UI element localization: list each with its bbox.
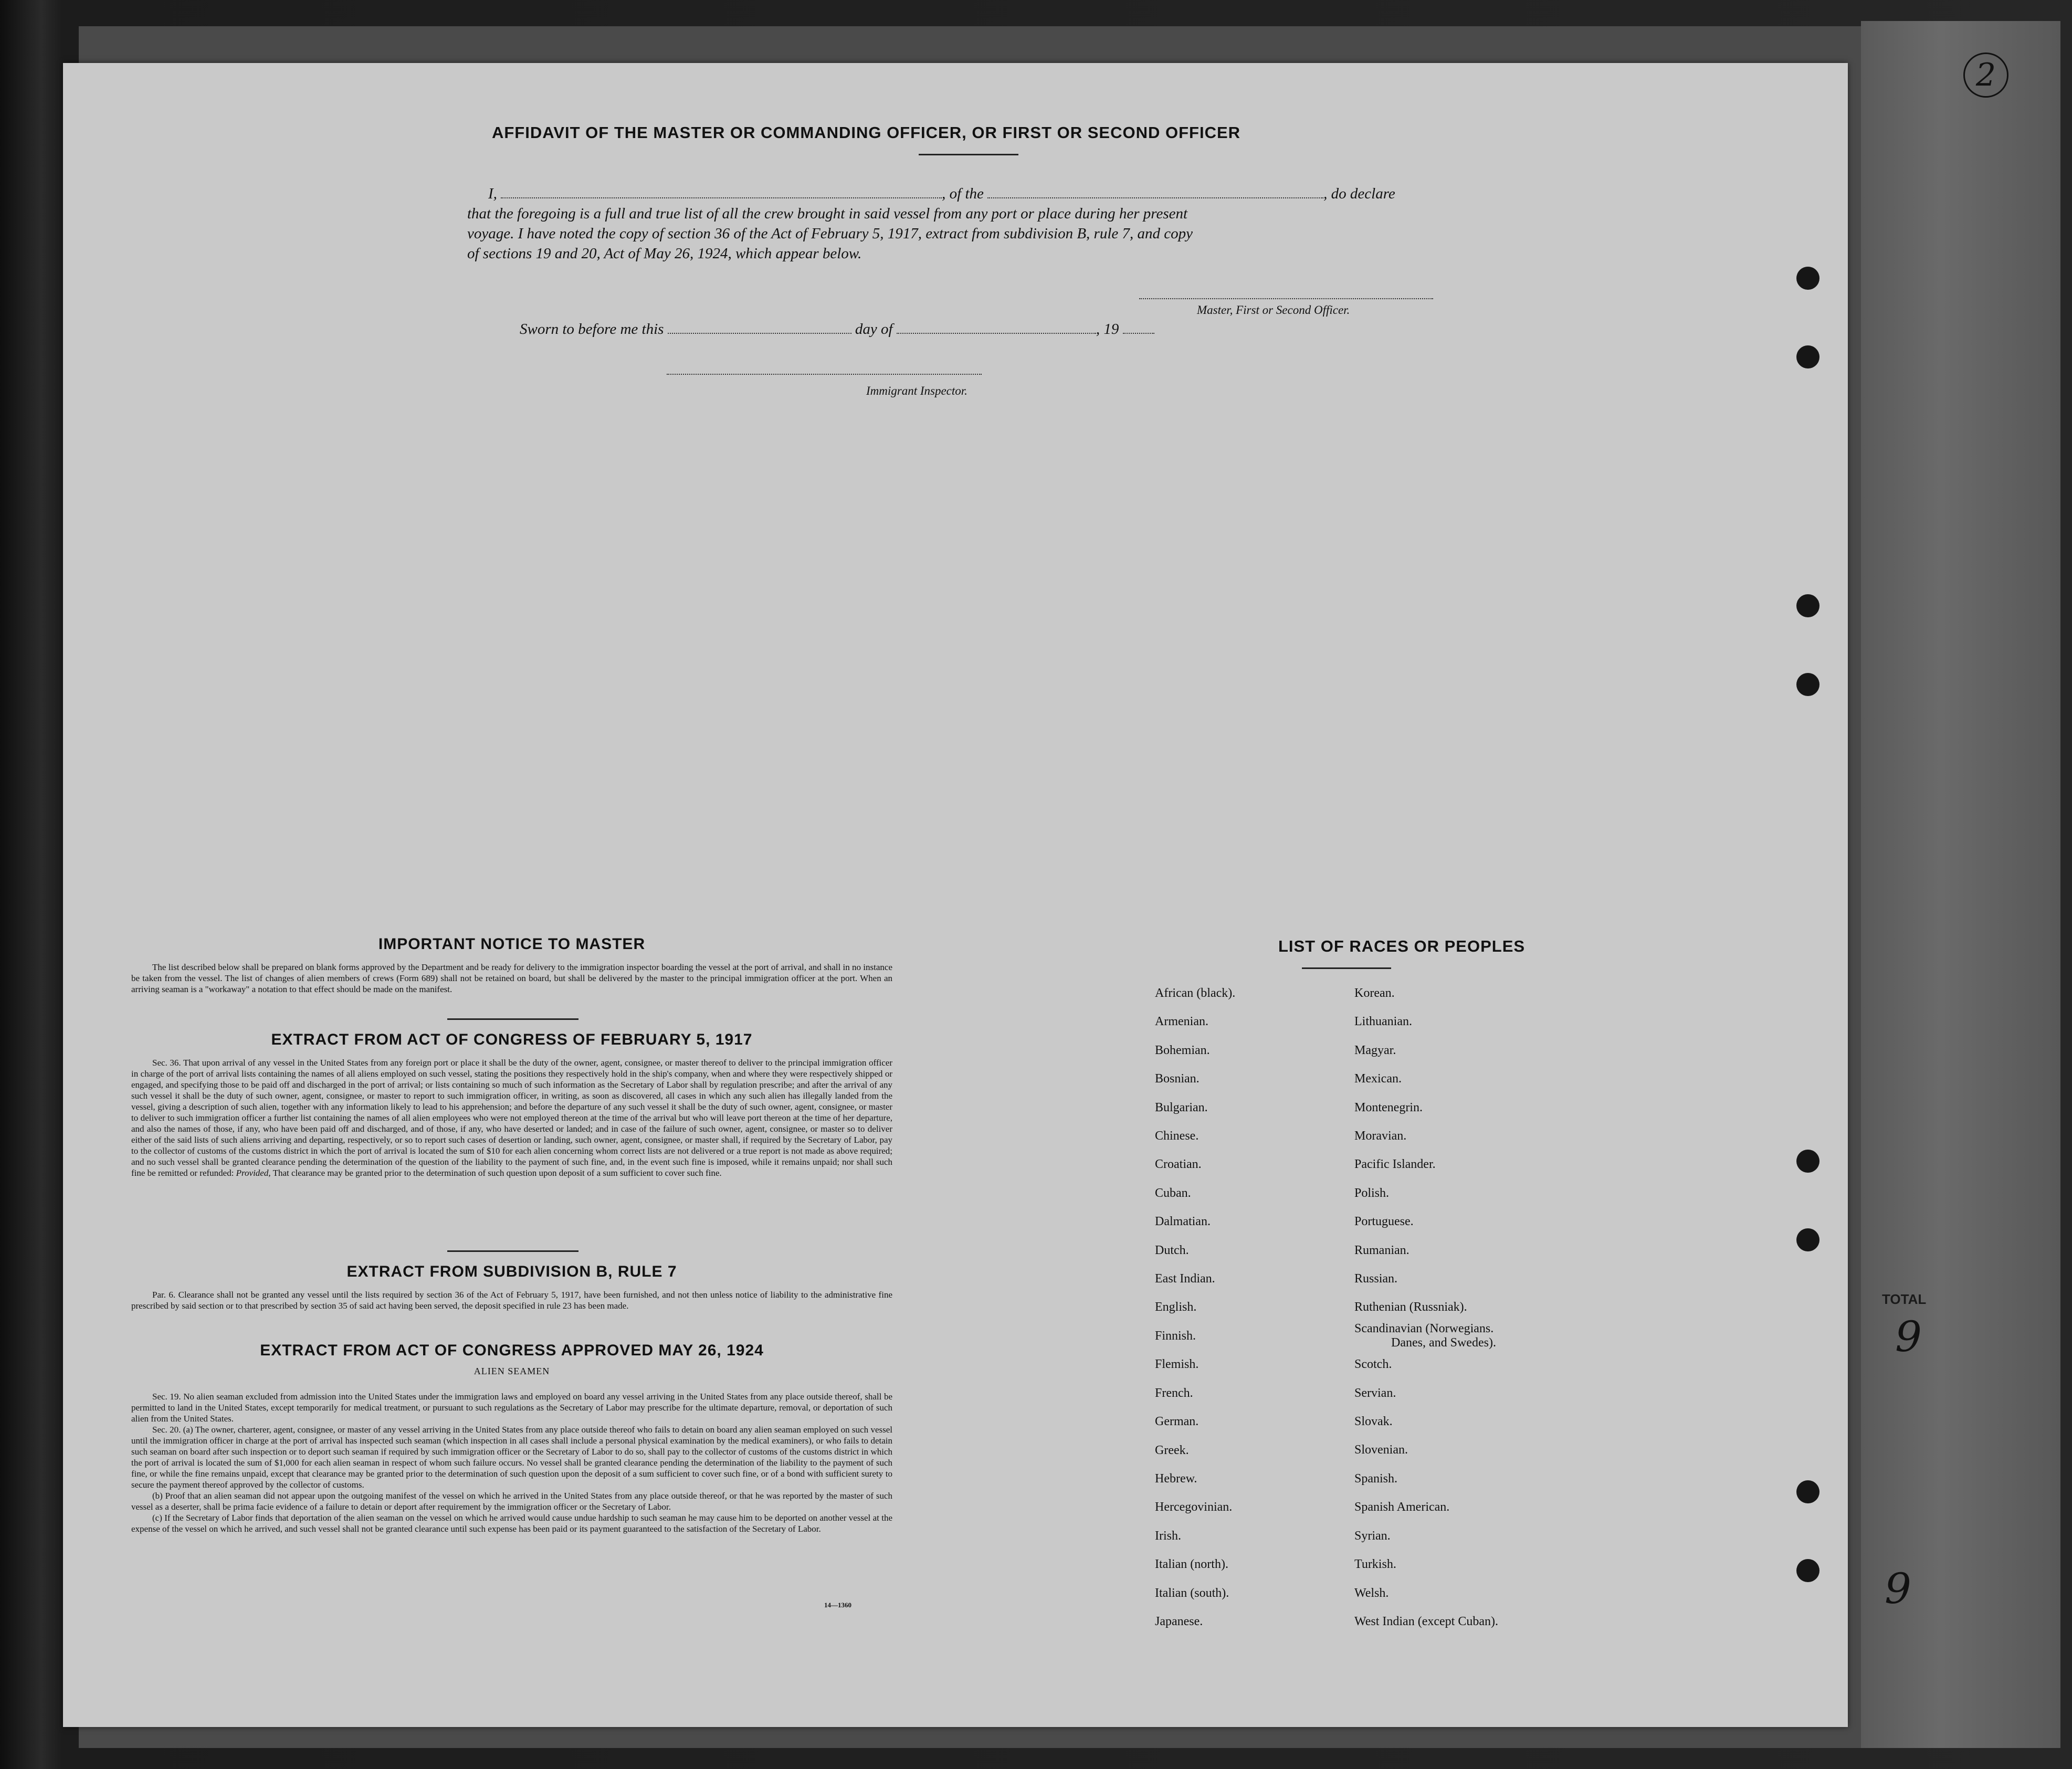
extract-1924-subtitle: ALIEN SEAMEN [474, 1366, 550, 1376]
race-item: Hercegovinian. [1155, 1500, 1233, 1514]
extract-1917-text-end: That clearance may be granted prior to the determination of such question upon deposit of a sum sufficient to cover such fine. [272, 1168, 722, 1178]
affidavit-title-rule [919, 154, 1018, 155]
affidavit-line1-end: , do declare [1323, 185, 1395, 202]
affidavit-line-1 [467, 184, 1522, 204]
form-number: 14—1360 [824, 1601, 851, 1609]
race-item: Bulgarian. [1155, 1100, 1208, 1114]
race-item: Japanese. [1155, 1614, 1203, 1628]
total-value: 9 [1895, 1312, 1922, 1361]
punch-hole [1796, 1228, 1819, 1251]
affidavit-line-2: that the foregoing is a full and true list of all the crew brought in said vessel from any port or place during her present [467, 205, 1188, 222]
punch-hole [1796, 673, 1819, 696]
inspector-label: Immigrant Inspector. [866, 384, 967, 397]
name-field[interactable] [501, 185, 942, 198]
sec-20a: Sec. 20. (a) The owner, charterer, agent, consignee, or master of any vessel arriving in the United States from any place outside thereof who fails to detain on board any alien seaman employed on such vessel until the immigration officer in charge at the port of arrival has inspected such seaman (which inspection in all cases shall include a personal physical examination by the medical examiners), or who fails to detain such seaman on board after such inspection or to deport such seaman if required by such immigration officer or the Secretary of Labor to do so, shall pay to the collector of customs of the customs district in which the port of arrival is located the sum of $1,000 for each alien seaman in respect of whom such failure occurs. No vessel shall be granted clearance pending the determination of the liability to the payment of such fine, or while the fine remains unpaid, except that clearance may be granted prior to the determination of such question upon the deposit of a sum sufficient to cover such fine, or of a bond with sufficient surety to secure the payment thereof approved by the collector of customs. [131, 1425, 892, 1490]
sworn-start: Sworn to before me this [520, 321, 664, 338]
race-item: Spanish. [1354, 1471, 1398, 1486]
notice-title: IMPORTANT NOTICE TO MASTER [378, 935, 646, 953]
extract-1924-body [131, 1391, 892, 1534]
affidavit-line1-mid: , of the [942, 185, 984, 202]
master-signature-line[interactable] [1139, 298, 1433, 299]
punch-hole [1796, 1150, 1819, 1173]
punch-hole [1796, 1559, 1819, 1582]
races-column-2 [1354, 979, 1627, 1636]
race-item: Montenegrin. [1354, 1100, 1423, 1114]
race-item: Magyar. [1354, 1043, 1396, 1057]
race-item: Servian. [1354, 1386, 1396, 1400]
punch-hole [1796, 1480, 1819, 1503]
extract-1924-title: EXTRACT FROM ACT OF CONGRESS APPROVED MAY 26, 1924 [260, 1342, 764, 1359]
race-item: Irish. [1155, 1529, 1181, 1543]
notice-rule [447, 1018, 579, 1020]
race-item: Moravian. [1354, 1129, 1407, 1143]
race-item: Mexican. [1354, 1072, 1402, 1086]
extract-1917-rule [447, 1250, 579, 1252]
bottom-total-value: 9 [1885, 1564, 1911, 1613]
race-item: Dalmatian. [1155, 1215, 1211, 1229]
punch-hole [1796, 594, 1819, 617]
race-item: Italian (south). [1155, 1586, 1229, 1600]
sec-19: Sec. 19. No alien seaman excluded from admission into the United States under the immigration laws and employed on board any vessel arriving in the United States from any place outside thereof, shall be permitted to land in the United States, except temporarily for medical treatment, or pursuant to such regulations as the Secretary of Labor may prescribe for the ultimate departure, removal, or deportation of such alien from the United States. [131, 1392, 892, 1424]
sworn-line [520, 320, 1154, 338]
extract-1917-title: EXTRACT FROM ACT OF CONGRESS OF FEBRUARY 5, 1917 [271, 1031, 753, 1048]
race-item: African (black). [1155, 986, 1236, 1000]
affidavit-title: AFFIDAVIT OF THE MASTER OR COMMANDING OFFICER, OR FIRST OR SECOND OFFICER [491, 123, 1241, 142]
punch-hole [1796, 267, 1819, 290]
notice-body: The list described below shall be prepared on blank forms approved by the Department and be ready for delivery to the immigration inspector boarding the vessel at the port of arrival, and shall in no instance be taken from the vessel. The list of changes of alien members of crews (Form 689) shall not be retained on board, but shall be delivered by the master to the principal immigration officer at the port. When an arriving seaman is a "workaway" a notation to that effect should be made on the manifest. [131, 962, 892, 994]
total-label: TOTAL [1882, 1291, 1927, 1307]
race-item: Italian (north). [1155, 1557, 1228, 1572]
race-item: Chinese. [1155, 1129, 1199, 1143]
race-item: Dutch. [1155, 1243, 1189, 1257]
race-item: Portuguese. [1354, 1215, 1414, 1229]
right-margin-strip [1861, 21, 2060, 1748]
vessel-field[interactable] [987, 185, 1323, 198]
races-column-1 [1155, 979, 1375, 1636]
race-item: Bohemian. [1155, 1043, 1210, 1057]
race-item: Armenian. [1155, 1015, 1208, 1029]
inspector-signature-line[interactable] [667, 374, 982, 375]
race-item: Rumanian. [1354, 1243, 1410, 1257]
extract-1917-body [131, 1057, 892, 1178]
race-item-scandinavian [1354, 1322, 1627, 1350]
affidavit-body [467, 184, 1522, 264]
sworn-month-field[interactable] [897, 320, 1096, 334]
race-item: Pacific Islander. [1354, 1157, 1436, 1172]
race-item: Cuban. [1155, 1186, 1191, 1200]
race-item: Greek. [1155, 1443, 1189, 1457]
race-item: Turkish. [1354, 1557, 1396, 1572]
race-item: Ruthenian (Russniak). [1354, 1300, 1467, 1314]
race-item: Hebrew. [1155, 1471, 1197, 1486]
race-item: German. [1155, 1415, 1199, 1429]
extract-1917-text: Sec. 36. That upon arrival of any vessel in the United States from any foreign port or place it shall be the duty of the owner, agent, consignee, or master thereof to deliver to the principal immigration officer in charge of the port of arrival lists containing the names of all aliens employed on such vessel, stating the positions they respectively hold in the ship's company, when and where they were respectively shipped or engaged, and specifying those to be paid off and discharged in the port of arrival; or lists containing so much of such information as the Secretary of Labor shall by regulation prescribe; and after the arrival of any such vessel it shall be the duty of such owner, agent, consignee, or master to report to such immigration officer, in writing, as soon as discovered, all cases in which any such alien has illegally landed from the vessel, giving a description of such alien, together with any information likely to lead to his apprehension; and before the departure of any such vessel it shall be the duty of such owner, agent, consignee, or master to deliver to such immigration officer a further list containing the names of all alien employees who were not employed thereon at the time of the arrival but who will leave port thereon at the time of her departure, and also the names of those, if any, who have been paid off and discharged, and of those, if any, who have deserted or landed; and in case of the failure of such owner, agent, consignee, or master so to deliver either of the said lists of such aliens arriving and departing, respectively, or so to report such cases of desertion or landing, such owner, agent, consignee, or master shall, if required by the Secretary of Labor, pay to the collector of customs of the customs district in which the port of arrival is located the sum of $10 for each alien concerning whom correct lists are not delivered or a true report is not made as above required; and no such vessel shall be granted clearance pending the determination of the question of the liability to the payment of such fine, and, in the event such fine is imposed, while it remains unpaid; nor shall such fine be remitted or refunded: [131, 1058, 892, 1178]
race-item: Scotch. [1354, 1357, 1392, 1372]
sworn-day-field[interactable] [668, 320, 851, 334]
race-item: English. [1155, 1300, 1197, 1314]
affidavit-line1-start: I, [488, 185, 497, 202]
corner-number: 2 [1963, 52, 2008, 98]
races-title-rule [1302, 967, 1391, 969]
rule7-body: Par. 6. Clearance shall not be granted any vessel until the lists required by section 36 of the Act of February 5, 1917, have been furnished, and not then unless notice of liability to the administrative fine prescribed by said section or to that prescribed by section 35 of said act having been served, the deposit specified in rule 23 has been made. [131, 1290, 892, 1311]
race-item: French. [1155, 1386, 1193, 1400]
master-signature-label: Master, First or Second Officer. [1197, 303, 1350, 317]
race-item: Lithuanian. [1354, 1015, 1412, 1029]
sec-20b: (b) Proof that an alien seaman did not appear upon the outgoing manifest of the vessel on which he arrived in the United States from any place outside thereof, or that he was reported by the master of such vessel as a deserter, shall be prima facie evidence of a failure to detain or deport after requirement by the immigration officer or the Secretary of Labor. [131, 1491, 892, 1512]
punch-hole [1796, 345, 1819, 368]
race-item: Croatian. [1155, 1157, 1202, 1172]
races-title: LIST OF RACES OR PEOPLES [1278, 937, 1526, 955]
race-item: East Indian. [1155, 1272, 1215, 1286]
sworn-mid: day of [855, 321, 893, 338]
race-item: Bosnian. [1155, 1072, 1200, 1086]
race-item: Slovenian. [1354, 1443, 1408, 1457]
race-item: Korean. [1354, 986, 1395, 1000]
race-item-continued: Danes, and Swedes). [1391, 1335, 1496, 1350]
rule7-title: EXTRACT FROM SUBDIVISION B, RULE 7 [346, 1263, 677, 1280]
form-page [63, 63, 1848, 1727]
sworn-year-field[interactable] [1123, 320, 1154, 334]
race-item: Slovak. [1354, 1415, 1393, 1429]
provided-clause: Provided, [236, 1168, 271, 1178]
affidavit-line-4: of sections 19 and 20, Act of May 26, 1924, which appear below. [467, 245, 862, 262]
race-item: West Indian (except Cuban). [1354, 1614, 1498, 1628]
race-item: Scandinavian (Norwegians. [1354, 1321, 1494, 1335]
race-item: Spanish American. [1354, 1500, 1450, 1514]
race-item: Flemish. [1155, 1357, 1199, 1372]
race-item: Welsh. [1354, 1586, 1389, 1600]
sworn-end: , 19 [1096, 321, 1119, 338]
race-item: Syrian. [1354, 1529, 1391, 1543]
race-item: Finnish. [1155, 1329, 1196, 1343]
affidavit-line-3: voyage. I have noted the copy of section 36 of the Act of February 5, 1917, extract from subdivision B, rule 7, and copy [467, 225, 1193, 242]
sec-20c: (c) If the Secretary of Labor finds that deportation of the alien seaman on the vessel on which he arrived would cause undue hardship to such seaman he may cause him to be deported on another vessel at the expense of the vessel on which he arrived, and such vessel shall not be granted clearance until such expense has been paid or its payment guaranteed to the satisfaction of the Secretary of Labor. [131, 1513, 892, 1534]
race-item: Polish. [1354, 1186, 1390, 1200]
race-item: Russian. [1354, 1272, 1398, 1286]
